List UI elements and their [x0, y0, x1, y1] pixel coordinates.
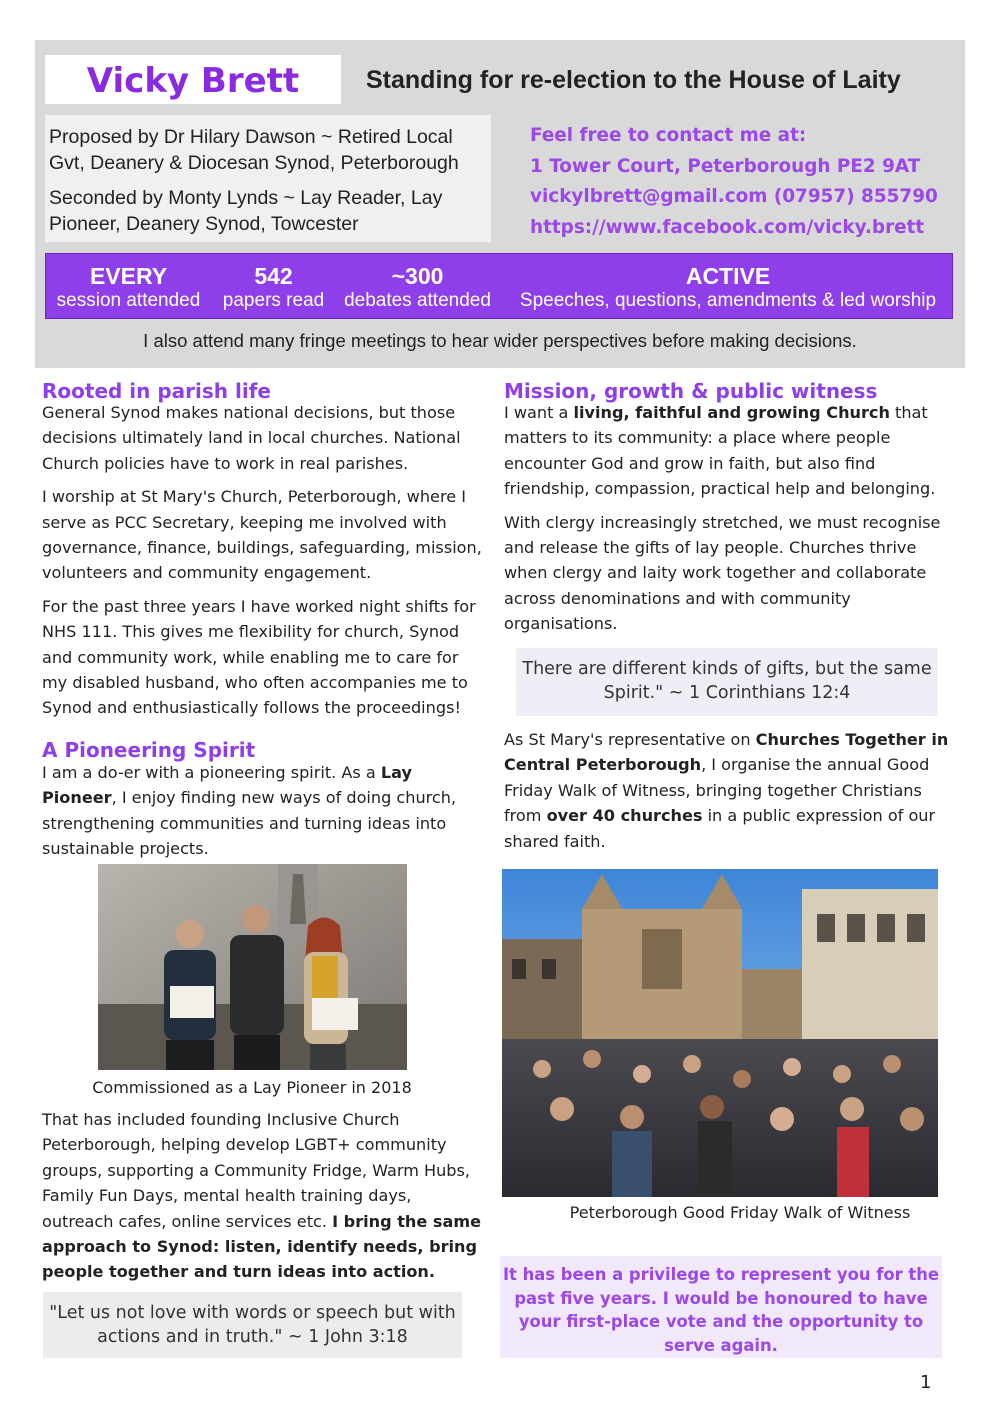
text: I am a do-er with a pioneering spirit. As a [42, 763, 381, 782]
stat-value: ~300 [391, 263, 444, 289]
stat-active [504, 254, 952, 313]
mission-paragraph-1 [504, 400, 952, 502]
rooted-section [42, 400, 487, 729]
candidate-name: Vicky Brett [45, 55, 341, 104]
contact-address: 1 Tower Court, Peterborough PE2 9AT [530, 155, 921, 177]
walk-of-witness-photo [502, 869, 938, 1197]
pioneer-paragraph-1 [42, 760, 487, 862]
contact-facebook-link[interactable]: https://www.facebook.com/vicky.brett [530, 216, 925, 238]
rooted-paragraph-3: For the past three years I have worked night shifts for NHS 111. This gives me flexibility for church, Synod and community work, while enabling me to care for my disabled husband, who often accompanies me to Synod and enthusiastically follows the proceedings! [42, 596, 476, 718]
churches-together [504, 727, 952, 862]
closing-statement: It has been a privilege to represent you for the past five years. I would be honoured to have your first-place vote and the opportunity to serve again. [500, 1256, 942, 1358]
stat-sessions [46, 254, 211, 313]
text: That has included founding Inclusive Church Peterborough, helping develop LGBT+ community groups, supporting a Community Fridge, Warm Hubs, Family Fun Days, mental health training days, outreach cafes, online services etc. [42, 1110, 471, 1231]
text: , I organise the annual Good Friday Walk of Witness, bringing together Christians from [504, 755, 930, 826]
text: I want a [504, 403, 574, 422]
fringe-note: I also attend many fringe meetings to hear wider perspectives before making decisions. [143, 330, 857, 351]
rooted-paragraph-1: General Synod makes national decisions, but those decisions ultimately land in local churches. National Church policies have to work in real parishes. [42, 403, 461, 473]
walk-of-witness-photo-image [502, 869, 938, 1197]
commissioning-photo [98, 864, 407, 1070]
john-quote: "Let us not love with words or speech but with actions and in truth." ~ 1 John 3:18 [43, 1292, 462, 1358]
text: As St Mary's representative on [504, 730, 756, 749]
page-number: 1 [920, 1372, 932, 1393]
stat-label: session attended [56, 290, 201, 311]
seconded-by: Seconded by Monty Lynds ~ Lay Reader, Lay Pioneer, Deanery Synod, Towcester [49, 187, 443, 235]
mission-paragraph-2: With clergy increasingly stretched, we must recognise and release the gifts of lay people. Churches thrive when clergy and laity work together and collaborate across denominations and with community organisations. [504, 512, 941, 634]
contact-email-phone[interactable]: vickylbrett@gmail.com (07957) 855790 [530, 186, 938, 207]
mission-paragraph-3 [504, 727, 952, 854]
mission-heading: Mission, growth & public witness [504, 379, 878, 403]
text: in a public expression of our shared faith. [504, 806, 936, 851]
pioneer-paragraph-2 [42, 1107, 487, 1285]
stat-value: ACTIVE [685, 263, 771, 289]
mission-section [504, 400, 952, 645]
lay-pioneer-bold: Lay Pioneer [42, 763, 413, 808]
stat-label: papers read [222, 290, 325, 311]
stat-value: EVERY [89, 263, 168, 289]
stat-debates [339, 254, 496, 313]
text: , I enjoy finding new ways of doing church, strengthening communities and turning ideas into sustainable projects. [42, 788, 457, 859]
rooted-heading: Rooted in parish life [42, 379, 271, 403]
corinthians-quote: There are different kinds of gifts, but the same Spirit." ~ 1 Corinthians 12:4 [516, 648, 938, 716]
pioneer-heading: A Pioneering Spirit [42, 738, 256, 762]
stat-value: 542 [254, 263, 293, 289]
proposed-by: Proposed by Dr Hilary Dawson ~ Retired Local Gvt, Deanery & Diocesan Synod, Peterborough [49, 126, 459, 174]
commissioning-caption: Commissioned as a Lay Pioneer in 2018 [92, 1078, 412, 1097]
walk-of-witness-caption: Peterborough Good Friday Walk of Witness [569, 1203, 911, 1222]
pioneer-intro [42, 760, 487, 870]
stats-bar [45, 253, 953, 319]
growing-church-bold: living, faithful and growing Church [573, 403, 890, 422]
stat-label: Speeches, questions, amendments & led worship [519, 290, 937, 311]
stat-papers [216, 254, 331, 313]
proposers-box [45, 115, 491, 242]
standing-title: Standing for re-election to the House of Laity [366, 66, 901, 94]
stat-label: debates attended [344, 290, 491, 311]
pioneer-more [42, 1107, 487, 1293]
commissioning-photo-image [98, 864, 407, 1070]
contact-block [530, 121, 960, 243]
contact-heading: Feel free to contact me at: [530, 125, 807, 146]
synod-approach-bold: I bring the same approach to Synod: listen, identify needs, bring people together and turn ideas into action. [42, 1211, 482, 1282]
churches-together-bold: Churches Together in Central Peterborough [504, 730, 949, 775]
rooted-paragraph-2: I worship at St Mary's Church, Peterborough, where I serve as PCC Secretary, keeping me involved with governance, finance, buildings, safeguarding, mission, volunteers and community engagement. [42, 487, 482, 583]
text: that matters to its community: a place where people encounter God and grow in faith, but also find friendship, compassion, practical help and belonging. [504, 403, 936, 499]
forty-churches-bold: over 40 churches [546, 806, 703, 826]
